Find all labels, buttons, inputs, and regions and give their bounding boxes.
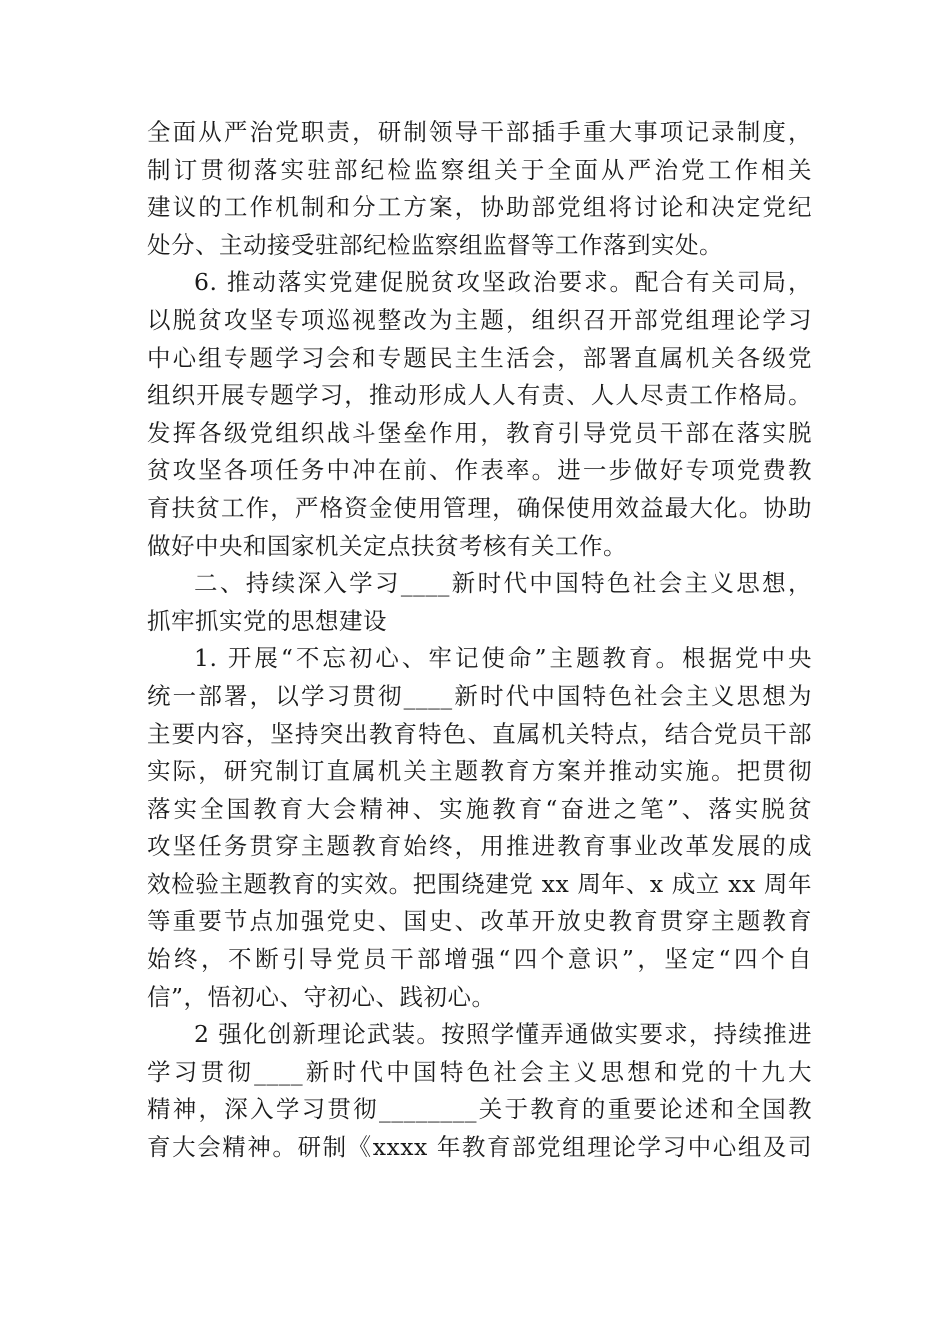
text-line: 育扶贫工作，严格资金使用管理，确保使用效益最大化。协助 xyxy=(147,493,812,522)
text-line: 建议的工作机制和分工方案，协助部党组将讨论和决定党纪 xyxy=(147,193,812,222)
text-line: 抓牢抓实党的思想建设 xyxy=(147,606,387,635)
text-line: 信”，悟初心、守初心、践初心。 xyxy=(147,982,496,1011)
text-line: 组织开展专题学习，推动形成人人有责、人人尽责工作格局。 xyxy=(147,381,812,410)
text-line: 制订贯彻落实驻部纪检监察组关于全面从严治党工作相关 xyxy=(147,155,812,184)
text-line: 6. 推动落实党建促脱贫攻坚政治要求。配合有关司局， xyxy=(194,268,813,297)
text-line: 处分、主动接受驻部纪检监察组监督等工作落到实处。 xyxy=(147,230,723,259)
text-line: 1. 开展“不忘初心、牢记使命”主题教育。根据党中央 xyxy=(194,644,812,673)
text-line: 2 强化创新理论武装。按照学懂弄通做实要求，持续推进 xyxy=(194,1020,812,1049)
text-line: 落实全国教育大会精神、实施教育“奋进之笔”、落实脱贫 xyxy=(147,794,812,823)
text-line: 学习贯彻____新时代中国特色社会主义思想和党的十九大 xyxy=(147,1057,812,1086)
document-body xyxy=(147,114,812,1167)
text-line: 育大会精神。研制《xxxx 年教育部党组理论学习中心组及司 xyxy=(147,1133,812,1162)
text-line: 做好中央和国家机关定点扶贫考核有关工作。 xyxy=(147,531,627,560)
text-line: 中心组专题学习会和专题民主生活会，部署直属机关各级党 xyxy=(147,343,812,372)
text-line: 二、持续深入学习____新时代中国特色社会主义思想， xyxy=(194,569,812,598)
text-line: 以脱贫攻坚专项巡视整改为主题，组织召开部党组理论学习 xyxy=(147,305,812,334)
text-line: 统一部署，以学习贯彻____新时代中国特色社会主义思想为 xyxy=(147,681,812,710)
text-line: 主要内容，坚持突出教育特色、直属机关特点，结合党员干部 xyxy=(147,719,812,748)
text-line: 贫攻坚各项任务中冲在前、作表率。进一步做好专项党费教 xyxy=(147,456,812,485)
text-line: 精神，深入学习贯彻________关于教育的重要论述和全国教 xyxy=(147,1095,812,1124)
text-line: 效检验主题教育的实效。把围绕建党 xx 周年、x 成立 xx 周年 xyxy=(147,869,812,898)
text-line: 实际，研究制订直属机关主题教育方案并推动实施。把贯彻 xyxy=(147,757,812,786)
text-line: 攻坚任务贯穿主题教育始终，用推进教育事业改革发展的成 xyxy=(147,832,812,861)
text-line: 发挥各级党组织战斗堡垒作用，教育引导党员干部在落实脱 xyxy=(147,418,812,447)
text-line: 全面从严治党职责，研制领导干部插手重大事项记录制度， xyxy=(147,118,812,146)
text-line: 始终，不断引导党员干部增强“四个意识”，坚定“四个自 xyxy=(147,945,812,974)
text-line: 等重要节点加强党史、国史、改革开放史教育贯穿主题教育 xyxy=(147,907,812,936)
